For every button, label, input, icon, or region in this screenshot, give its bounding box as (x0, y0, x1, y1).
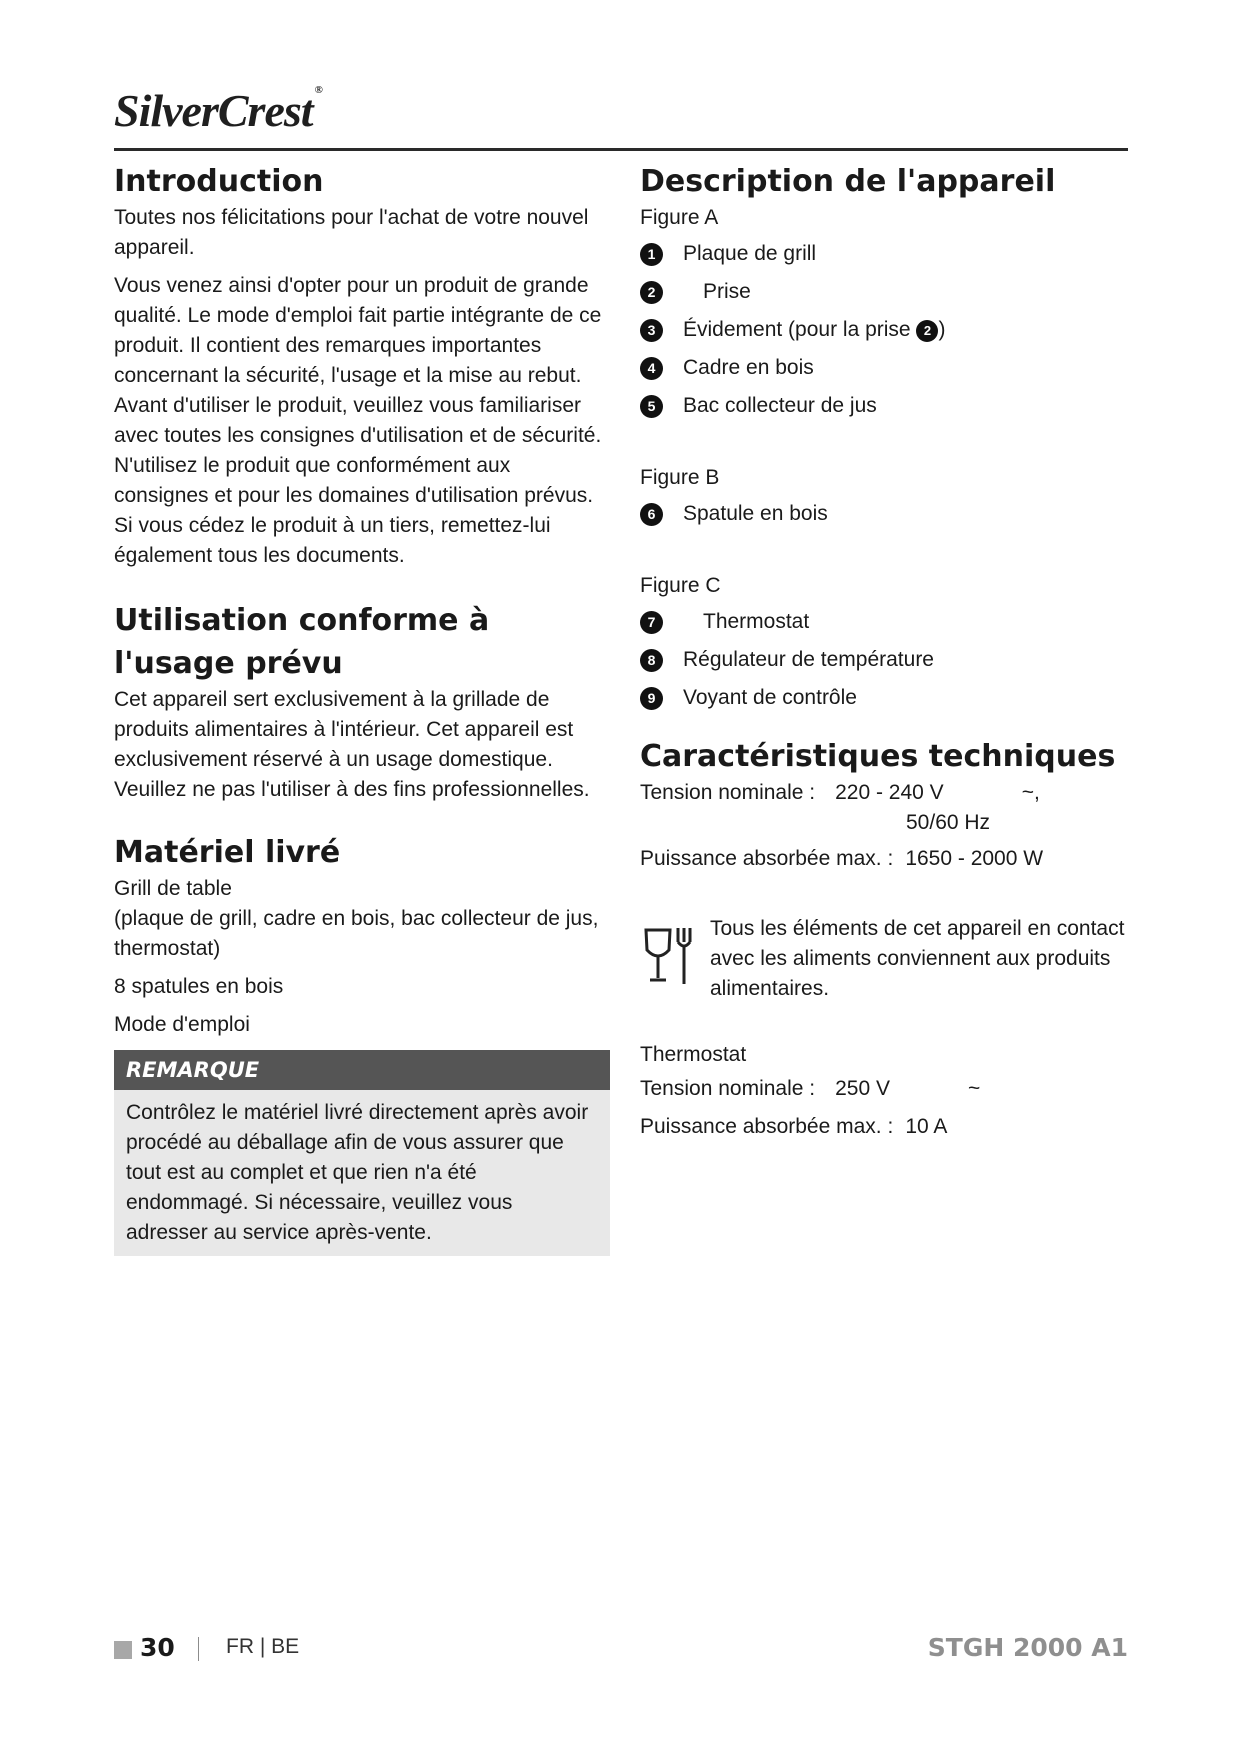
number-badge: 2 (640, 281, 663, 304)
note-text: Contrôlez le matériel livré directement après avoir procédé au déballage afin de vous assurer que tout est au complet et que rien n'a été endommagé. Si nécessaire, veuillez vous adresser au service après-vente. (126, 1101, 589, 1244)
number-badge: 7 (640, 611, 663, 634)
food-safe-text: Tous les éléments de cet appareil en contact avec les aliments conviennent aux produits alimentaires. (710, 917, 1125, 1000)
number-badge: 1 (640, 243, 663, 266)
part-item-2 (640, 277, 1128, 307)
delivery-item-manual: Mode d'emploi (114, 1013, 250, 1036)
part-item-4 (640, 353, 1128, 383)
figure-c-label: Figure C (640, 574, 721, 597)
part-label: Voyant de contrôle (683, 686, 857, 709)
part-item-5 (640, 391, 1128, 421)
part-item-6 (640, 499, 1128, 529)
spec-label: Tension nominale : (640, 781, 816, 804)
model-number: STGH 2000 A1 (927, 1633, 1128, 1662)
part-item-3 (640, 315, 1128, 345)
part-item-7 (640, 607, 1128, 637)
footer-square-icon (114, 1641, 132, 1659)
footer-divider (198, 1637, 199, 1661)
number-badge: 9 (640, 687, 663, 710)
delivery-item-spatulas: 8 spatules en bois (114, 975, 284, 998)
brand-logo (114, 84, 322, 137)
spec-value: 220 - 240 V (835, 781, 944, 804)
page-footer (114, 1631, 1128, 1671)
spec-power (640, 844, 1128, 874)
intro-paragraph-2: Vous venez ainsi d'opter pour un produit de grande qualité. Le mode d'emploi fait partie intégrante de ce produit. Il contient des remarques importantes concernant la sécurité, l'usage et la mise au rebut. Avant d'utiliser le produit, veuillez vous familiariser avec toutes les consignes d'utilisation et de sécurité. N'utilisez le produit que conformément aux consignes et pour les domaines d'utilisation prévus. Si vous cédez le produit à un tiers, remettez-lui également tous les documents. (114, 274, 602, 567)
part-label: Spatule en bois (683, 502, 828, 525)
usage-heading: Utilisation conforme à l'usage prévu (114, 603, 490, 681)
brand-name: SilverCrest (114, 85, 313, 136)
spec-label: Puissance absorbée max. : (640, 847, 894, 870)
number-badge: 6 (640, 503, 663, 526)
delivery-heading: Matériel livré (114, 835, 341, 870)
part-label: Plaque de grill (683, 242, 817, 265)
figure-b-label: Figure B (640, 466, 720, 489)
part-label: Cadre en bois (683, 356, 814, 379)
spec-frequency (640, 808, 1128, 838)
spec-voltage (640, 778, 1128, 808)
thermostat-power (640, 1112, 1128, 1142)
usage-paragraph: Cet appareil sert exclusivement à la grillade de produits alimentaires à l'intérieur. Cet appareil est exclusivement réservé à un usage domestique. Veuillez ne pas l'utiliser à des fins professionnelles. (114, 688, 590, 801)
part-item-9 (640, 683, 1128, 713)
thermostat-label: Thermostat (640, 1043, 747, 1066)
specs-heading: Caractéristiques techniques (640, 739, 1116, 774)
number-badge: 8 (640, 649, 663, 672)
part-label: Régulateur de température (683, 648, 934, 671)
language-indicator: FR | BE (226, 1635, 300, 1658)
spec-ac-symbol: ~, (1021, 781, 1040, 804)
spec-value: 10 A (905, 1115, 948, 1138)
delivery-item-grill: Grill de table (114, 877, 232, 900)
spec-ac-symbol: ~ (968, 1077, 981, 1100)
part-label: Thermostat (703, 610, 810, 633)
number-badge: 4 (640, 357, 663, 380)
note-header: REMARQUE (114, 1050, 610, 1090)
part-label: Bac collecteur de jus (683, 394, 877, 417)
right-column (640, 160, 1128, 1142)
delivery-item-grill-detail: (plaque de grill, cadre en bois, bac collecteur de jus, thermostat) (114, 907, 599, 960)
part-item-1 (640, 239, 1128, 269)
number-badge: 3 (640, 319, 663, 342)
food-safe-glass-fork-icon (640, 914, 710, 1004)
note-box (114, 1090, 610, 1256)
food-safe-notice (640, 914, 1128, 1004)
thermostat-voltage (640, 1074, 1128, 1104)
spec-value: 1650 - 2000 W (905, 847, 1044, 870)
spec-label: Puissance absorbée max. : (640, 1115, 894, 1138)
intro-paragraph-1: Toutes nos félicitations pour l'achat de votre nouvel appareil. (114, 206, 589, 259)
page-number: 30 (140, 1633, 175, 1662)
spec-label: Tension nominale : (640, 1077, 816, 1100)
number-badge: 5 (640, 395, 663, 418)
reference-badge: 2 (916, 320, 938, 342)
brand-registered-mark: ® (314, 84, 322, 96)
figure-a-label: Figure A (640, 206, 719, 229)
description-heading: Description de l'appareil (640, 164, 1056, 199)
spec-value: 250 V (835, 1077, 890, 1100)
part-item-8 (640, 645, 1128, 675)
intro-heading: Introduction (114, 164, 324, 199)
header-rule (114, 148, 1128, 151)
left-column (114, 160, 610, 1256)
part-label: Prise (703, 280, 751, 303)
part-label: Évidement (pour la prise 2 ) (683, 318, 946, 341)
spec-value: 50/60 Hz (906, 811, 991, 834)
